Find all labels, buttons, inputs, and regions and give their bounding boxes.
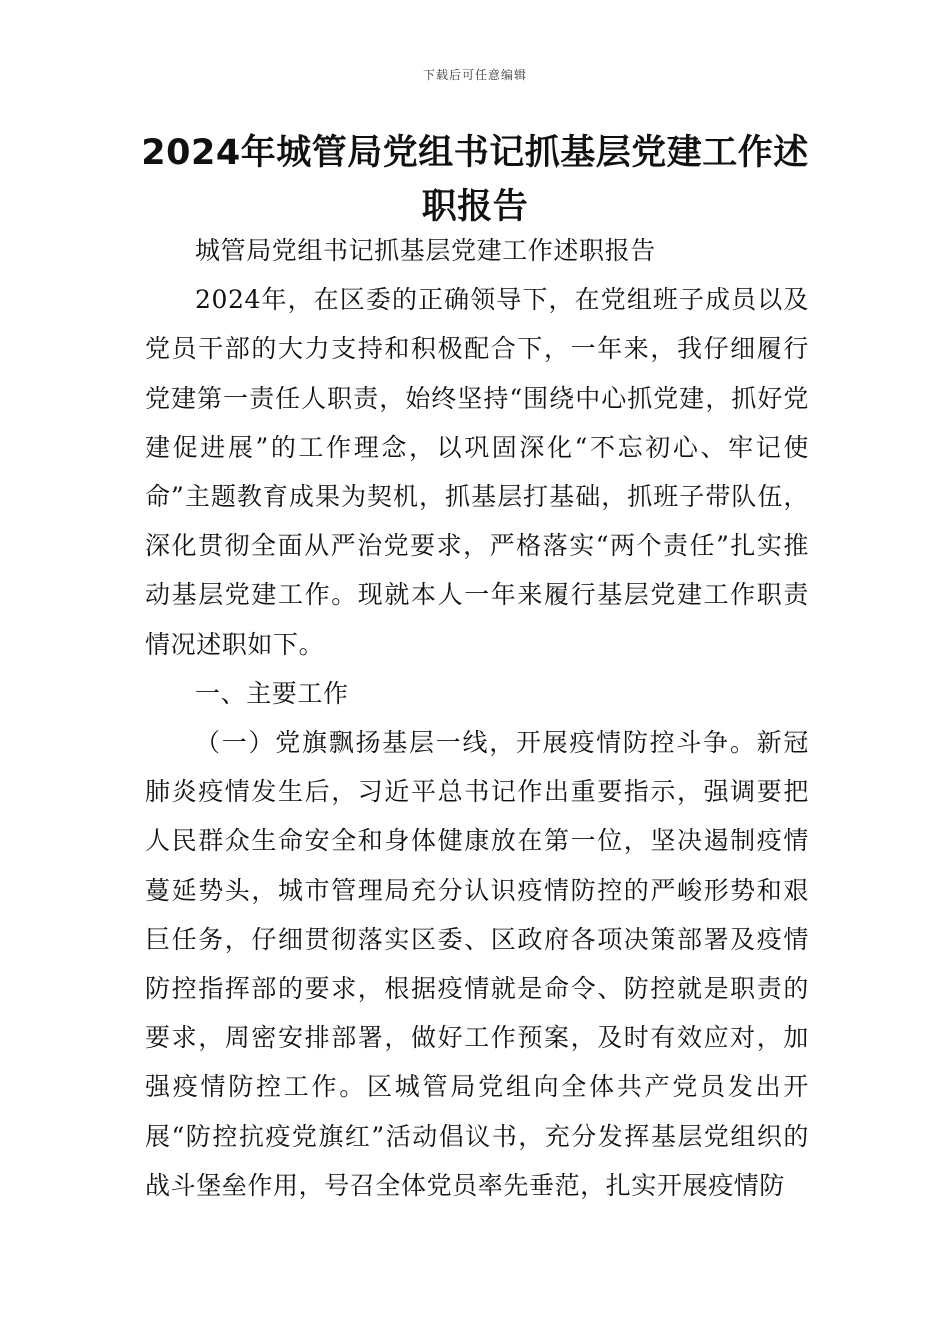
header-note: 下载后可任意编辑 [422,68,527,82]
document-title: 2024年城管局党组书记抓基层党建工作述职报告 [141,133,809,227]
document-body [145,226,809,1210]
section-heading: 一、主要工作 [195,678,349,708]
section-paragraph: （一）党旗飘扬基层一线，开展疫情防控斗争。新冠肺炎疫情发生后，习近平总书记作出重要指示，强调要把人民群众生命安全和身体健康放在第一位，坚决遏制疫情蔓延势头，城市管理局充分认识疫情防控的严峻形势和艰巨任务，仔细贯彻落实区委、区政府各项决策部署及疫情防控指挥部的要求，根据疫情就是命令、防控就是职责的要求，周密安排部署，做好工作预案，及时有效应对，加强疫情防控工作。区城管局党组向全体共产党员发出开展“防控抗疫党旗红”活动倡议书，充分发挥基层党组织的战斗堡垒作用，号召全体党员率先垂范，扎实开展疫情防 [145,728,809,1200]
intro-paragraph: 2024年，在区委的正确领导下，在党组班子成员以及党员干部的大力支持和积极配合下，一年来，我仔细履行党建第一责任人职责，始终坚持“围绕中心抓党建，抓好党建促进展”的工作理念，以巩固深化“不忘初心、牢记使命”主题教育成果为契机，抓基层打基础，抓班子带队伍，深化贯彻全面从严治党要求，严格落实“两个责任”扎实推动基层党建工作。现就本人一年来履行基层党建工作职责情况述职如下。 [145,285,809,659]
subtitle-paragraph: 城管局党组书记抓基层党建工作述职报告 [195,236,656,265]
